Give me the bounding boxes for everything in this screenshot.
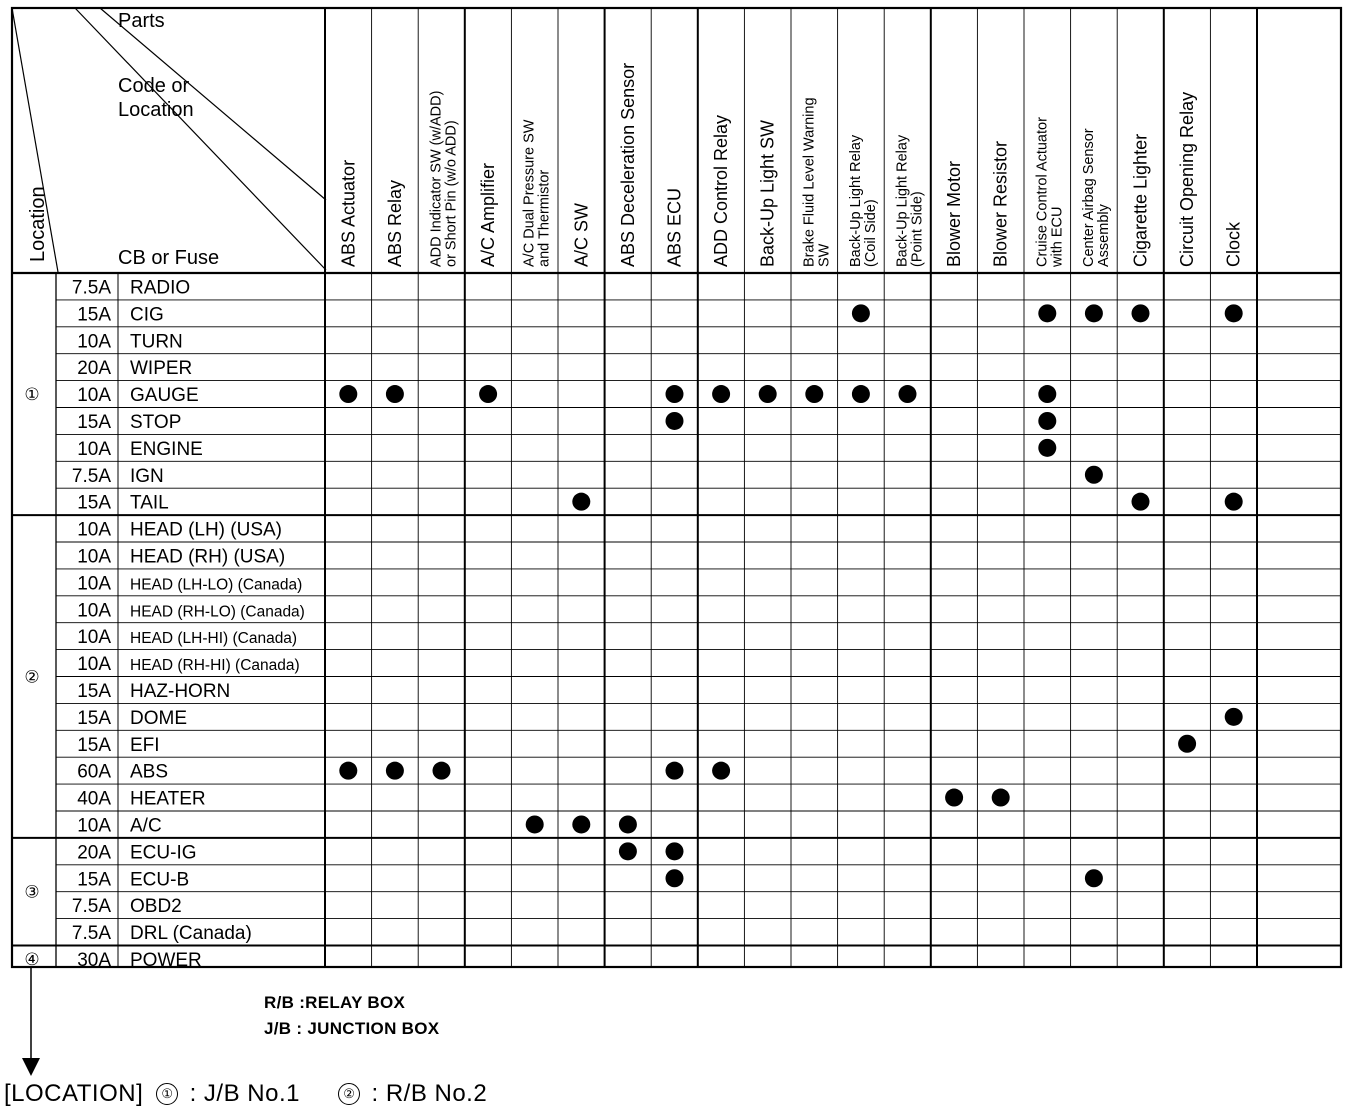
connection-dot — [619, 815, 637, 833]
column-header-label: Center Airbag Sensor — [1080, 128, 1097, 267]
fuse-name: GAUGE — [130, 385, 199, 407]
connection-dot — [339, 762, 357, 780]
fuse-name: TAIL — [130, 492, 169, 514]
fuse-name: HEAD (RH) (USA) — [130, 546, 286, 568]
fuse-name: HEATER — [130, 788, 206, 810]
connection-dot — [1038, 385, 1056, 403]
column-header-label: (Point Side) — [909, 191, 926, 267]
connection-dot — [992, 789, 1010, 807]
fuse-amp: 10A — [77, 519, 111, 541]
fuse-name: ECU-IG — [130, 842, 197, 864]
column-header-label: Back-Up Light Relay — [894, 134, 911, 267]
fuse-amp: 10A — [77, 385, 111, 407]
connection-dot — [386, 762, 404, 780]
column-header-label: A/C Amplifier — [478, 162, 499, 267]
fuse-amp: 20A — [77, 842, 111, 864]
connection-dot — [759, 385, 777, 403]
column-header-label: (Coil Side) — [862, 199, 879, 267]
connection-dot — [1178, 735, 1196, 753]
fuse-amp: 10A — [77, 573, 111, 595]
location-prefix: [LOCATION] — [4, 1080, 144, 1107]
fuse-amp: 10A — [77, 627, 111, 649]
connection-dot — [899, 385, 917, 403]
location-legend — [4, 1080, 487, 1108]
fuse-name: STOP — [130, 411, 182, 433]
column-header-label: Back-Up Light Relay — [847, 134, 864, 267]
fuse-name: DOME — [130, 707, 187, 729]
location-1-badge: ① — [156, 1083, 178, 1105]
fuse-name: ENGINE — [130, 438, 203, 460]
connection-dot — [1225, 493, 1243, 511]
location-header: Location — [27, 186, 49, 262]
column-header-label: ABS Relay — [384, 179, 405, 267]
fuse-amp: 30A — [77, 949, 111, 971]
connection-dot — [805, 385, 823, 403]
fuse-name: DRL (Canada) — [130, 923, 252, 945]
connection-dot — [1085, 304, 1103, 322]
fuse-name: ECU-B — [130, 869, 190, 891]
fuse-name: HAZ-HORN — [130, 680, 231, 702]
fuse-amp: 40A — [77, 788, 111, 810]
column-header-label: Assembly — [1095, 204, 1112, 267]
connection-dot — [1225, 304, 1243, 322]
fuse-name: A/C — [130, 815, 162, 837]
connection-dot — [666, 842, 684, 860]
column-header-label: Cigarette Lighter — [1130, 133, 1151, 267]
location-2-text: : R/B No.2 — [371, 1080, 488, 1107]
connection-dot — [712, 762, 730, 780]
fuse-name: CIG — [130, 304, 164, 326]
connection-dot — [666, 869, 684, 887]
connection-dot — [479, 385, 497, 403]
location-group-label: ③ — [24, 882, 40, 902]
column-header-label: ABS ECU — [664, 187, 685, 267]
column-header-label: Clock — [1223, 221, 1244, 267]
connection-dot — [386, 385, 404, 403]
connection-dot — [852, 304, 870, 322]
location-group-label: ④ — [24, 949, 40, 969]
connection-dot — [666, 412, 684, 430]
connection-dot — [1132, 493, 1150, 511]
connection-dot — [572, 493, 590, 511]
fuse-name: TURN — [130, 331, 183, 353]
column-header-label: ABS Actuator — [338, 159, 359, 267]
connection-dot — [619, 842, 637, 860]
fuse-row-labels — [72, 277, 305, 971]
column-header-label: Blower Motor — [944, 160, 965, 267]
column-header-label: SW — [816, 243, 833, 267]
fuse-amp: 15A — [77, 680, 111, 702]
location-1-text: : J/B No.1 — [189, 1080, 300, 1107]
column-header-label: A/C Dual Pressure SW — [521, 119, 538, 267]
fuse-name: OBD2 — [130, 896, 182, 918]
connection-dot — [945, 789, 963, 807]
fuse-amp: 15A — [77, 869, 111, 891]
fuse-name: HEAD (RH-LO) (Canada) — [130, 603, 305, 621]
fuse-amp: 60A — [77, 761, 111, 783]
connection-dot — [666, 385, 684, 403]
header-diagonals — [12, 8, 326, 272]
column-header-label: Brake Fluid Level Warning — [801, 97, 818, 267]
fuse-amp: 15A — [77, 411, 111, 433]
fuse-header: CB or Fuse — [118, 247, 220, 269]
column-header-label: Cruise Control Actuator — [1034, 117, 1051, 267]
location-label-text: Location — [118, 99, 194, 121]
column-header-label: ADD Indicator SW (w/ADD) — [428, 90, 445, 267]
connection-dot — [852, 385, 870, 403]
location-group-label: ② — [24, 667, 40, 687]
location-2-badge: ② — [338, 1083, 360, 1105]
fuse-amp: 15A — [77, 734, 111, 756]
column-header-label: or Short Pin (w/o ADD) — [443, 120, 460, 267]
fuse-name: HEAD (LH-HI) (Canada) — [130, 630, 298, 648]
connection-dot — [712, 385, 730, 403]
fuse-name: HEAD (LH) (USA) — [130, 519, 283, 541]
fuse-amp: 15A — [77, 492, 111, 514]
fuse-name: POWER — [130, 949, 202, 971]
fuse-name: EFI — [130, 734, 160, 756]
fuse-amp: 7.5A — [71, 465, 111, 487]
column-header-label: Blower Resistor — [990, 140, 1011, 267]
fuse-amp: 10A — [77, 815, 111, 837]
connection-dot — [1038, 412, 1056, 430]
fuse-amp: 15A — [77, 304, 111, 326]
fuse-name: ABS — [130, 761, 169, 783]
connection-dot — [1085, 869, 1103, 887]
location-arrow — [0, 960, 60, 1080]
fuse-amp: 10A — [77, 438, 111, 460]
connection-dot — [433, 762, 451, 780]
fuse-amp: 15A — [77, 707, 111, 729]
fuse-amp: 7.5A — [71, 896, 111, 918]
connection-dot — [526, 815, 544, 833]
connection-dot — [572, 815, 590, 833]
fuse-name: IGN — [130, 465, 164, 487]
column-header-label: and Thermistor — [536, 169, 553, 267]
connection-dot — [1038, 304, 1056, 322]
fuse-amp: 7.5A — [71, 923, 111, 945]
location-group-labels — [24, 385, 39, 969]
code-label: Code or — [118, 75, 190, 97]
connection-dot — [1225, 708, 1243, 726]
fuse-name: WIPER — [130, 358, 193, 380]
column-header-label: Circuit Opening Relay — [1177, 91, 1198, 267]
location-group-label: ① — [24, 385, 40, 405]
fuse-name: RADIO — [130, 277, 191, 299]
connection-dot — [1085, 466, 1103, 484]
fuse-name: HEAD (RH-HI) (Canada) — [130, 657, 300, 675]
connection-dot — [339, 385, 357, 403]
column-header-label: ADD Control Relay — [711, 114, 732, 267]
legend-relay-box: R/B :RELAY BOX — [264, 993, 406, 1012]
fuse-name: HEAD (LH-LO) (Canada) — [130, 576, 303, 594]
column-header-label: ABS Deceleration Sensor — [617, 62, 638, 267]
fuse-amp: 10A — [77, 331, 111, 353]
parts-label: Parts — [118, 10, 165, 32]
connection-dot — [1038, 439, 1056, 457]
fuse-amp: 7.5A — [71, 277, 111, 299]
fuse-amp: 10A — [77, 600, 111, 622]
legend-junction-box: J/B : JUNCTION BOX — [264, 1019, 440, 1038]
connection-dot — [666, 762, 684, 780]
column-header-label: A/C SW — [571, 202, 592, 267]
fuse-amp: 10A — [77, 654, 111, 676]
fuse-amp: 20A — [77, 358, 111, 380]
fuse-amp: 10A — [77, 546, 111, 568]
column-header-label: with ECU — [1049, 206, 1066, 267]
connection-dot — [1132, 304, 1150, 322]
column-header-label: Back-Up Light SW — [757, 119, 778, 267]
